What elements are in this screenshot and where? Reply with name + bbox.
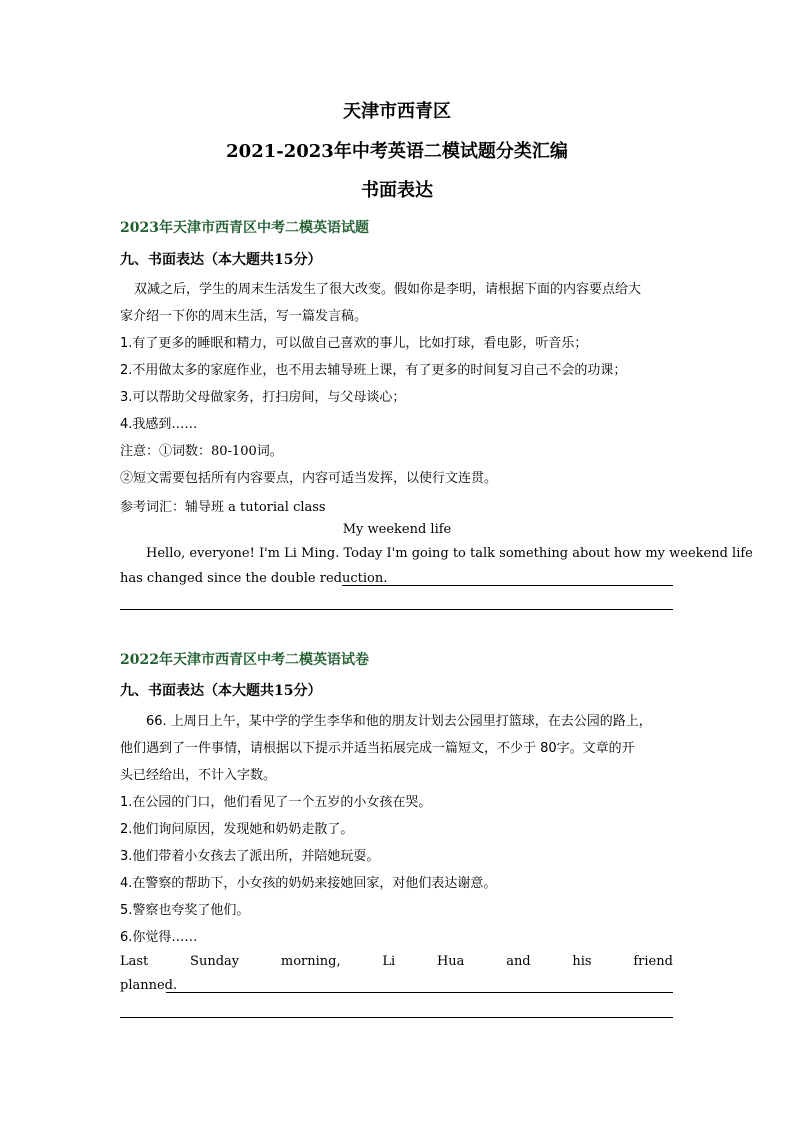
section-2022-point: 6.你觉得……	[120, 930, 198, 945]
title-line-3: 书面表达	[361, 180, 433, 201]
section-2023-point: 4.我感到……	[120, 417, 198, 432]
opening-word: morning,	[280, 954, 341, 969]
section-2022-intro-line-3: 头已经给出，不计入字数。	[120, 768, 277, 783]
opening-word: Li	[382, 954, 396, 969]
section-2022-opening-line-2: planned.	[120, 978, 178, 993]
opening-word: his	[572, 954, 592, 969]
opening-word: Sunday	[190, 954, 240, 969]
opening-word: Last	[120, 954, 149, 969]
answer-line	[166, 992, 673, 993]
essay-title: My weekend life	[342, 522, 452, 537]
section-2022-point: 5.警察也夸奖了他们。	[120, 903, 250, 918]
section-2022-point: 3.他们带着小女孩去了派出所，并陪她玩耍。	[120, 849, 380, 864]
section-2022-point: 2.他们询问原因，发现她和奶奶走散了。	[120, 822, 354, 837]
section-2022-point: 4.在警察的帮助下，小女孩的奶奶来接她回家，对他们表达谢意。	[120, 876, 497, 891]
section-2022-intro-line-2: 他们遇到了一件事情，请根据以下提示并适当拓展完成一篇短文，不少于 80字。文章的开	[120, 741, 635, 756]
section-2023-heading: 2023年天津市西青区中考二模英语试题	[120, 220, 369, 236]
answer-line	[120, 609, 673, 610]
title-line-2: 2021-2023年中考英语二模试题分类汇编	[226, 141, 568, 162]
opening-word: and	[506, 954, 531, 969]
section-2023-point: 2.不用做太多的家庭作业，也不用去辅导班上课，有了更多的时间复习自己不会的功课；	[120, 363, 627, 378]
section-2022-point: 1.在公园的门口，他们看见了一个五岁的小女孩在哭。	[120, 795, 432, 810]
section-2022-heading: 2022年天津市西青区中考二模英语试卷	[120, 652, 369, 668]
section-2023-note-2: ②短文需要包括所有内容要点，内容可适当发挥，以使行文连贯。	[120, 471, 498, 486]
section-2022-question-title: 九、书面表达（本大题共15分）	[120, 683, 322, 699]
section-2023-point: 1.有了更多的睡眠和精力，可以做自己喜欢的事儿，比如打球，看电影，听音乐；	[120, 336, 588, 351]
section-2023-question-title: 九、书面表达（本大题共15分）	[120, 252, 322, 268]
opening-word: Hua	[436, 954, 465, 969]
section-2023-note-1: 注意：①词数：80-100词。	[120, 444, 283, 459]
section-2023-intro-line-2: 家介绍一下你的周末生活，写一篇发言稿。	[120, 309, 368, 324]
section-2023-intro-line-1: 双减之后，学生的周末生活发生了很大改变。假如你是李明，请根据下面的内容要点给大	[134, 282, 642, 297]
section-2023-vocab: 参考词汇：辅导班 a tutorial class	[120, 500, 326, 515]
section-2023-point: 3.可以帮助父母做家务，打扫房间，与父母谈心；	[120, 390, 406, 405]
section-2022-intro-line-1: 66. 上周日上午，某中学的学生李华和他的朋友计划去公园里打篮球，在去公园的路上，	[146, 714, 652, 729]
answer-line	[342, 585, 673, 586]
essay-opening-line-2: has changed since the double reduction.	[120, 571, 388, 586]
title-line-1: 天津市西青区	[343, 101, 451, 122]
essay-opening-line-1: Hello, everyone! I'm Li Ming. Today I'm going to talk something about how my weekend life	[146, 546, 753, 561]
answer-line	[120, 1017, 673, 1018]
opening-word: friend	[633, 954, 673, 969]
section-2022-opening-line-1	[120, 954, 673, 969]
